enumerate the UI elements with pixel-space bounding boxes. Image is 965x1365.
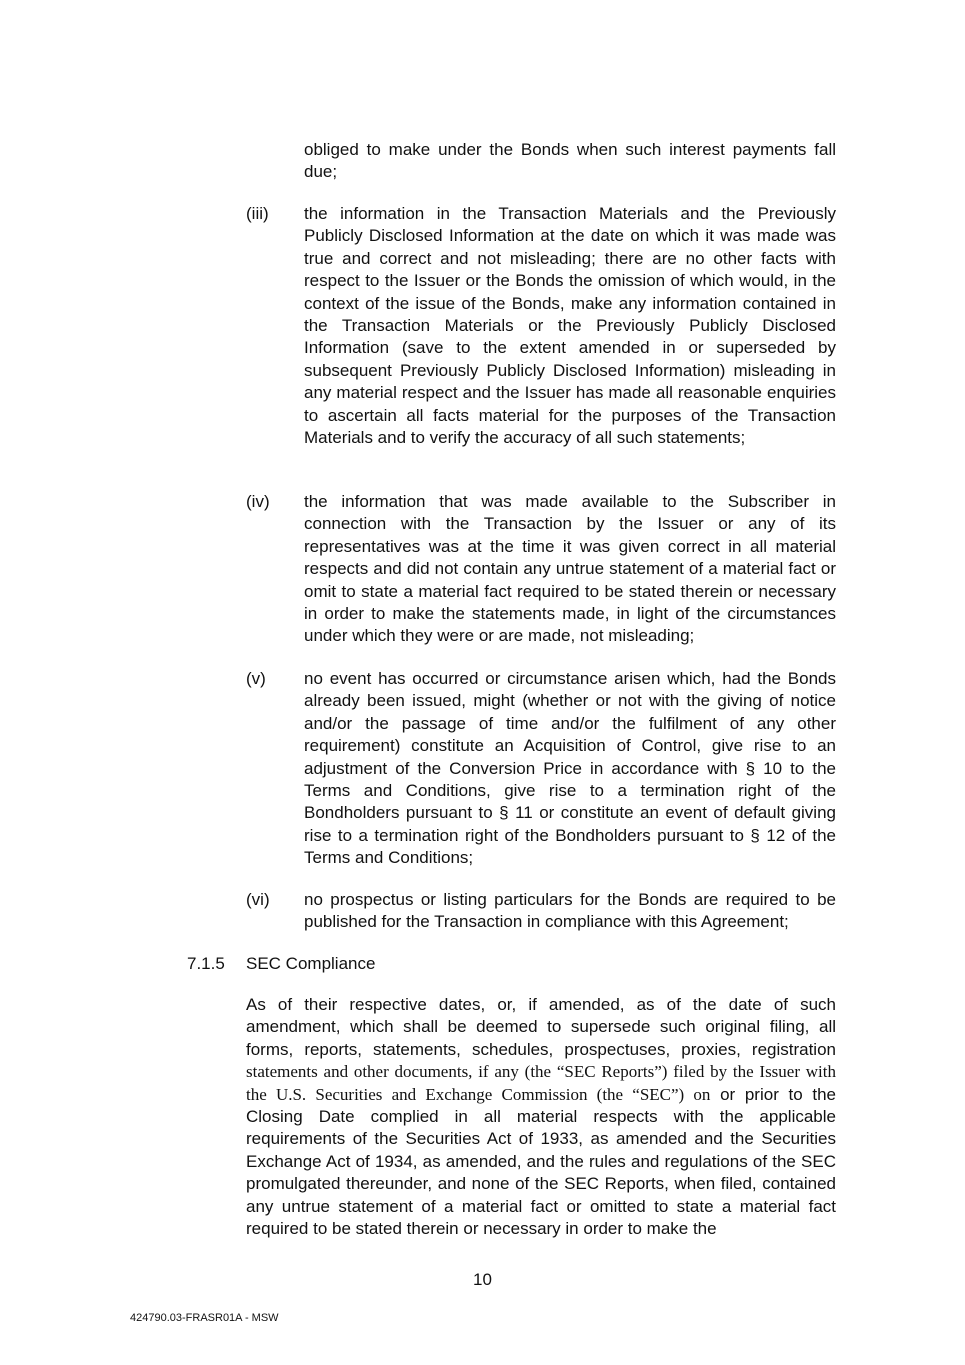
item-label-iv: (iv) (246, 492, 270, 511)
continuation-paragraph: obliged to make under the Bonds when such interest payments fall due; (304, 140, 836, 182)
document-reference: 424790.03-FRASR01A - MSW (130, 1312, 279, 1324)
item-text-v: no event has occurred or circumstance arisen which, had the Bonds already been issued, might (whether or not with the giving of notice and/or the passage of time and/or the fulfilment of any other requirement) constitute an Acquisition of Control, give rise to an adjustment of the Conversion Price in accordance with § 10 to the Terms and Conditions, give rise to a termination right of the Bondholders pursuant to § 11 or constitute an event of default giving rise to a termination right of the Bondholders pursuant to § 12 of the Terms and Conditions; (304, 669, 836, 868)
item-text-iv: the information that was made available to the Subscriber in connection with the Transaction by the Issuer or any of its representatives was at the time it was given correct in all material respects and did not contain any untrue statement of a material fact or omit to state a material fact required to be stated therein or necessary in order to make the statements made, in light of the circumstances under which they were or are made, not misleading; (304, 492, 836, 646)
section-body-part2: or prior to the Closing Date complied in all material respects with the applicable requirements of the Securities Act of 1933, as amended and the Securities Exchange Act of 1934, as amended, and the rules and regulations of the SEC promulgated thereunder, and none of the SEC Reports, when filed, contained any untrue statement of a material fact or omitted to state a material fact required to be stated therein or necessary in order to make the (246, 1084, 836, 1239)
section-number: 7.1.5 (187, 954, 225, 973)
section-body-part1: As of their respective dates, or, if amended, as of the date of such amendment, which shall be deemed to supersede such original filing, all forms, reports, statements, schedules, prospectuses, proxies, registration (246, 995, 836, 1059)
section-title: SEC Compliance (246, 954, 376, 973)
item-text-iii: the information in the Transaction Materials and the Previously Publicly Disclosed Information at the date on which it was made was true and correct and not misleading; there are no other facts with respect to the Issuer or the Bonds the omission of which would, in the context of the issue of the Bonds, make any information contained in the Transaction Materials or the Previously Publicly Disclosed Information (save to the extent amended in or superseded by subsequent Previously Publicly Disclosed Information) misleading in any material respect and the Issuer has made all reasonable enquiries to ascertain all facts material for the purposes of the Transaction Materials and to verify the accuracy of all such statements; (304, 204, 836, 448)
item-label-iii: (iii) (246, 204, 269, 223)
item-label-vi: (vi) (246, 890, 270, 909)
item-label-v: (v) (246, 669, 266, 688)
item-text-vi: no prospectus or listing particulars for the Bonds are required to be published for the Transaction in compliance with this Agreement; (304, 890, 836, 932)
section-body (246, 994, 836, 1240)
section-body-serif-part: statements and other documents, if any (the “SEC Reports”) filed by the Issuer with the U.S. Securities and Exchange Commission (the “SEC”) on (246, 1062, 836, 1104)
page-number: 10 (473, 1270, 492, 1289)
